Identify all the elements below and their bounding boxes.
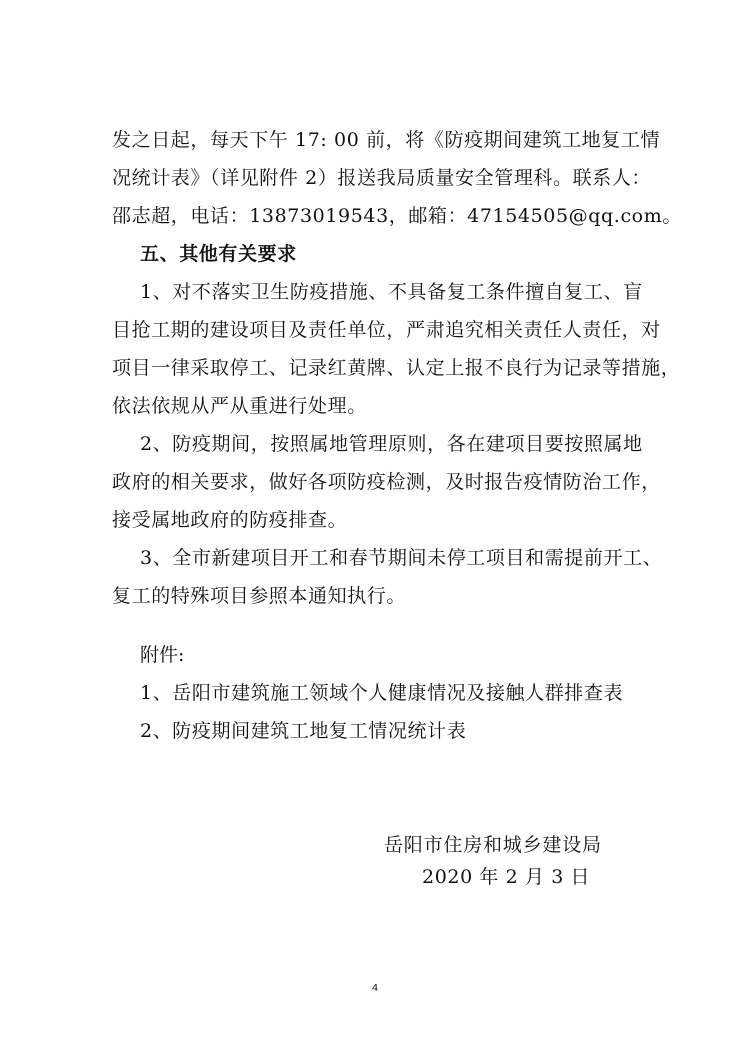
text-line: 复工的特殊项目参照本通知执行。 (112, 585, 407, 607)
text-line: 邵志超，电话：13873019543，邮箱：47154505@qq.com。 (112, 205, 682, 227)
text-line: 1、对不落实卫生防疫措施、不具备复工条件擅自复工、盲 (140, 281, 643, 303)
page-number: 4 (371, 983, 379, 994)
text-line: 依法依规从严从重进行处理。 (112, 395, 367, 417)
paragraph-reporting-deadline (112, 121, 682, 235)
section-heading (112, 235, 657, 273)
text-line: 3、全市新建项目开工和春节期间未停工项目和需提前开工、 (140, 547, 663, 569)
issuer-name: 岳阳市住房和城乡建设局 (384, 834, 602, 856)
section-heading-text: 五、其他有关要求 (140, 243, 297, 265)
attachment-item: 2、防疫期间建筑工地复工情况统计表 (140, 720, 467, 742)
attachments-list (140, 674, 623, 750)
text-line: 2、防疫期间，按照属地管理原则，各在建项目要按照属地 (140, 433, 643, 455)
attachments-title: 附件: (140, 644, 185, 666)
text-line: 目抢工期的建设项目及责任单位，严肃追究相关责任人责任，对 (112, 319, 661, 341)
text-line: 接受属地政府的防疫排查。 (112, 509, 348, 531)
text-line: 况统计表》（详见附件 2）报送我局质量安全管理科。联系人： (112, 167, 652, 189)
paragraph-requirement-1 (112, 273, 681, 425)
text-line: 项目一律采取停工、记录红黄牌、认定上报不良行为记录等措施， (112, 357, 681, 379)
text-line: 发之日起，每天下午 17: 00 前，将《防疫期间建筑工地复工情 (112, 129, 661, 151)
paragraph-requirement-2 (112, 425, 661, 539)
paragraph-requirement-3 (112, 539, 663, 615)
text-line: 政府的相关要求，做好各项防疫检测，及时报告疫情防治工作， (112, 471, 661, 493)
issue-date: 2020 年 2 月 3 日 (422, 866, 591, 888)
attachment-item: 1、岳阳市建筑施工领域个人健康情况及接触人群排查表 (140, 682, 624, 704)
